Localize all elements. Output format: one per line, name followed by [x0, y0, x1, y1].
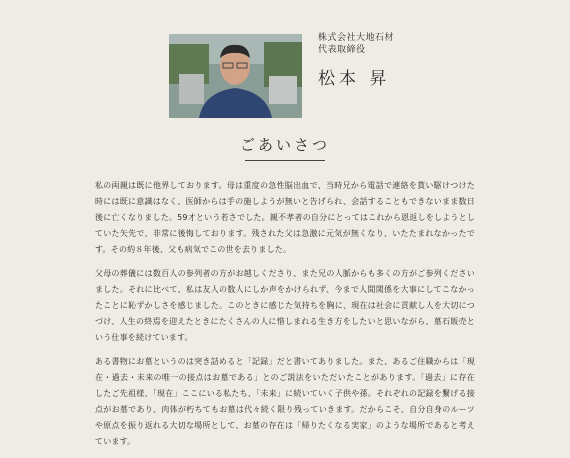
profile-info [318, 32, 394, 89]
job-title: 代表取締役 [318, 45, 366, 55]
section-title: ごあいさつ [239, 136, 330, 154]
greeting-body [95, 178, 475, 458]
company-name: 株式会社大地石材 [318, 33, 395, 43]
greeting-paragraph: 父母の葬儀には数百人の参列者の方がお越しくださり、また兄の人脈からも多くの方がご参列くださいました。それに比べて、私は友人の数人にしか声をかけられず、今まで人間関係を大事にしてこなかったことに恥ずかしさを感じました。このときに感じた気持ちを胸に、現在は社会に貢献し人を大切につづけ、人生の終焉を迎えたときにたくさんの人に惜しまれる生き方をしたいと思いながら、墓石販売という仕事を続けています。 [95, 269, 475, 342]
ceo-photo [169, 34, 302, 118]
greeting-paragraph: 私の両親は既に他界しております。母は重度の急性脳出血で、当時兄から電話で連絡を貰い駆けつけた時には既に意識はなく、医師からは手の施しようが無いと告げられ、会話することもできないまま数日後に亡くなりました。59才という若さでした。親不孝者の自分にとってはこれから恩返しをしようとしていた矢先で、非常に後悔しております。残された父は急激に元気が無くなり、いたたまれなかったです。その約８年後、父も病気でこの世を去りました。 [95, 181, 475, 254]
ceo-name: 松本 昇 [318, 69, 391, 89]
greeting-paragraph: ある書物にお墓というのは突き詰めると「記録」だと書いてありました。また、あるご住職からは「現在・過去・未来の唯一の接点はお墓である」とのご説法をいただいたことがあります。「過去」に存在したご先祖様、「現在」ここにいる私たち、「未来」に続いていく子供や孫。それぞれの記録を繋げる接点がお墓であり、肉体が朽ちてもお墓は代々続く限り残っていきます。だからこそ、自分自身のルーツや原点を振り返れる大切な場所として、お墓の存在は「帰りたくなる実家」のような場所であると考えています。 [95, 357, 475, 446]
title-divider [245, 160, 325, 161]
